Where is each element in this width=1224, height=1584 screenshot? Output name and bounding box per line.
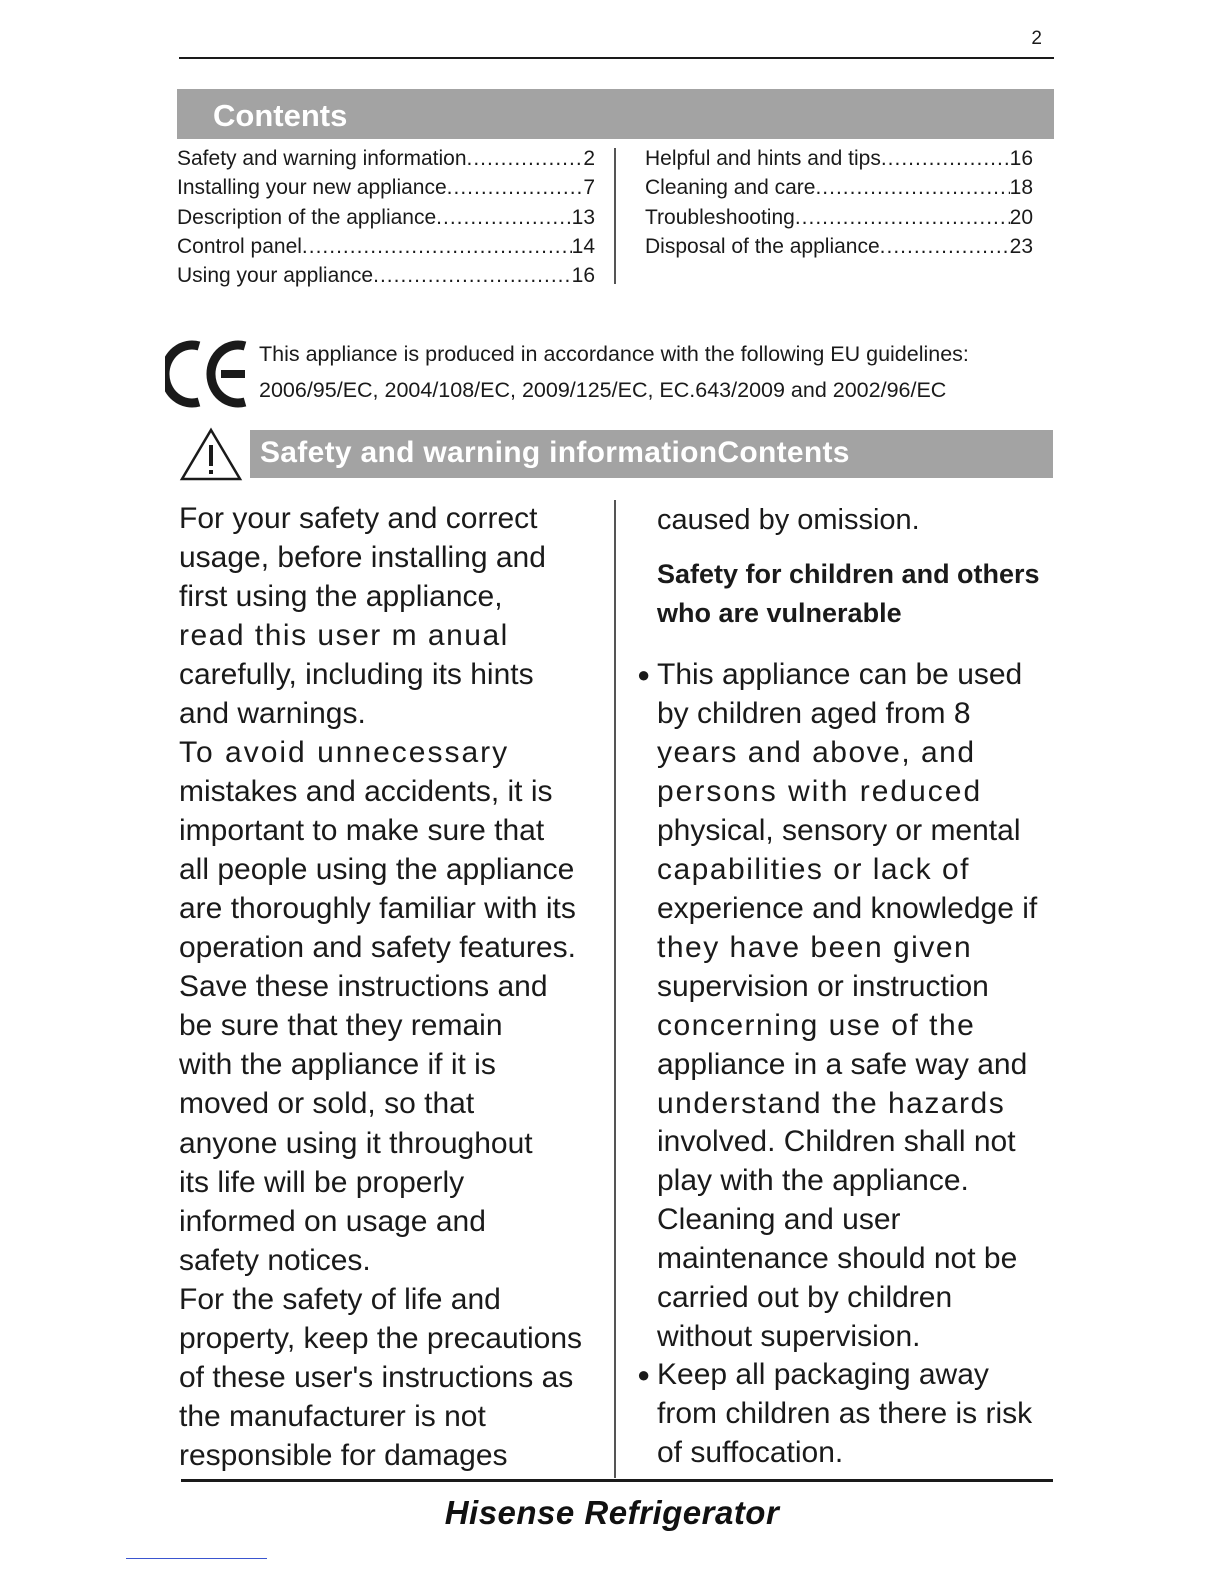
- toc-entry-label: Helpful and hints and tips: [645, 147, 881, 170]
- toc-entry[interactable]: [177, 261, 595, 290]
- toc-dot-leader: [302, 232, 572, 261]
- brand-footer: Hisense Refrigerator: [444, 1494, 780, 1531]
- body-text-line: they have been given: [657, 931, 973, 964]
- toc-entry-page: 18: [1009, 176, 1033, 200]
- body-text-line: carefully, including its hints: [179, 658, 534, 691]
- toc-column-divider: [614, 148, 616, 284]
- body-text-line: play with the appliance.: [657, 1164, 969, 1197]
- bullet-icon: ●: [637, 1362, 651, 1387]
- body-text-line: involved. Children shall not: [657, 1125, 1016, 1158]
- toc-entry[interactable]: [177, 173, 595, 202]
- contents-title: Contents: [213, 98, 348, 133]
- toc-entry-label: Installing your new appliance: [177, 176, 447, 200]
- link-underline[interactable]: [126, 1558, 267, 1559]
- toc-entry-page: 14: [571, 234, 595, 258]
- toc-entry[interactable]: [645, 232, 1033, 261]
- toc-entry[interactable]: [645, 203, 1033, 232]
- toc-entry-label: Disposal of the appliance: [645, 234, 880, 258]
- toc-dot-leader: [436, 203, 571, 232]
- body-text-line: be sure that they remain: [179, 1009, 503, 1042]
- toc-dot-leader: [467, 144, 584, 173]
- safety-section-title: Safety and warning informationContents: [260, 436, 850, 469]
- body-text-line: mistakes and accidents, it is: [179, 775, 553, 808]
- body-text-line: are thoroughly familiar with its: [179, 892, 576, 925]
- toc-entry[interactable]: [645, 144, 1033, 173]
- toc-entry[interactable]: [177, 232, 595, 261]
- body-text-line: maintenance should not be: [657, 1242, 1018, 1275]
- toc-entry-label: Control panel: [177, 234, 302, 258]
- toc-entry-page: 20: [1009, 205, 1033, 229]
- body-text-line: without supervision.: [657, 1320, 921, 1353]
- toc-entry[interactable]: [177, 203, 595, 232]
- contents-header-bar: [177, 89, 1054, 139]
- body-text-line: first using the appliance,: [179, 580, 503, 613]
- toc-entry-label: Using your appliance: [177, 264, 374, 288]
- body-text-line: safety notices.: [179, 1244, 371, 1277]
- toc-entry-page: 13: [571, 205, 595, 229]
- toc-dot-leader: [373, 261, 572, 290]
- body-text-line: This appliance can be used: [657, 658, 1023, 691]
- body-text-line: Cleaning and user: [657, 1203, 901, 1236]
- body-text-line: moved or sold, so that: [179, 1087, 475, 1120]
- toc-entry[interactable]: [177, 144, 595, 173]
- toc-entry-label: Troubleshooting: [645, 205, 795, 229]
- body-text-line: and warnings.: [179, 697, 366, 730]
- toc-entry-page: 16: [1009, 147, 1033, 170]
- children-safety-subheading-cont: who are vulnerable: [657, 598, 902, 628]
- toc-left-column: [177, 144, 595, 290]
- body-text-line: carried out by children: [657, 1281, 953, 1314]
- body-text-line: capabilities or lack of: [657, 853, 970, 886]
- body-text-line: physical, sensory or mental: [657, 814, 1021, 847]
- toc-dot-leader: [815, 173, 1009, 202]
- toc-dot-leader: [880, 232, 1010, 261]
- top-rule: [179, 57, 1054, 59]
- body-text-line: of suffocation.: [657, 1436, 844, 1469]
- body-text-line: usage, before installing and: [179, 541, 546, 574]
- body-text-line: persons with reduced: [657, 775, 983, 808]
- body-text-line: its life will be properly: [179, 1166, 465, 1199]
- column-divider: [614, 500, 616, 1478]
- body-text-line: Keep all packaging away: [657, 1358, 989, 1391]
- body-text-line: read this user m anual: [179, 619, 509, 652]
- toc-entry-page: 7: [583, 176, 595, 200]
- body-text-line: To avoid unnecessary: [179, 736, 510, 769]
- body-text-line: from children as there is risk: [657, 1397, 1033, 1430]
- toc-entry-page: 2: [583, 147, 595, 170]
- body-text-line: concerning use of the: [657, 1009, 976, 1042]
- body-text-line: all people using the appliance: [179, 853, 575, 886]
- toc-entry-label: Description of the appliance: [177, 205, 437, 229]
- body-text-line: property, keep the precautions: [179, 1322, 583, 1355]
- body-text-line: responsible for damages: [179, 1439, 508, 1472]
- toc-entry-page: 16: [571, 264, 595, 288]
- children-safety-subheading: Safety for children and others: [657, 559, 1040, 589]
- body-text-line: anyone using it throughout: [179, 1127, 533, 1160]
- body-text-line: the manufacturer is not: [179, 1400, 486, 1433]
- body-text-line: operation and safety features.: [179, 931, 576, 964]
- toc-dot-leader: [881, 144, 1010, 173]
- body-text-line: For your safety and correct: [179, 502, 538, 535]
- toc-entry-label: Safety and warning information: [177, 147, 467, 170]
- ce-directives: 2006/95/EC, 2004/108/EC, 2009/125/EC, EC.643/2009 and 2002/96/EC: [259, 378, 947, 402]
- toc-right-column: [645, 144, 1033, 261]
- body-text-line: appliance in a safe way and: [657, 1048, 1028, 1081]
- page-number: 2: [1031, 28, 1042, 49]
- warning-triangle-icon: [179, 426, 243, 482]
- body-text-line: with the appliance if it is: [179, 1048, 496, 1081]
- body-text-line: understand the hazards: [657, 1087, 1006, 1120]
- ce-statement: This appliance is produced in accordance with the following EU guidelines:: [259, 342, 969, 366]
- toc-dot-leader: [447, 173, 584, 202]
- body-text-line: Save these instructions and: [179, 970, 548, 1003]
- body-text-line: years and above, and: [657, 736, 976, 769]
- safety-header-bar: [250, 430, 1053, 478]
- toc-entry-page: 23: [1009, 234, 1033, 258]
- bottom-rule: [181, 1479, 1053, 1482]
- body-text-line: For the safety of life and: [179, 1283, 501, 1316]
- body-text-line: by children aged from 8: [657, 697, 971, 730]
- body-text-line: of these user's instructions as: [179, 1361, 574, 1394]
- body-text-line: experience and knowledge if: [657, 892, 1038, 925]
- bullet-icon: ●: [637, 662, 651, 687]
- ce-mark-icon: [165, 336, 255, 412]
- body-text-line: caused by omission.: [657, 504, 920, 536]
- body-text-line: informed on usage and: [179, 1205, 486, 1238]
- body-text-line: supervision or instruction: [657, 970, 989, 1003]
- toc-entry-label: Cleaning and care: [645, 176, 816, 200]
- toc-dot-leader: [795, 203, 1010, 232]
- toc-entry[interactable]: [645, 173, 1033, 202]
- body-text-line: important to make sure that: [179, 814, 545, 847]
